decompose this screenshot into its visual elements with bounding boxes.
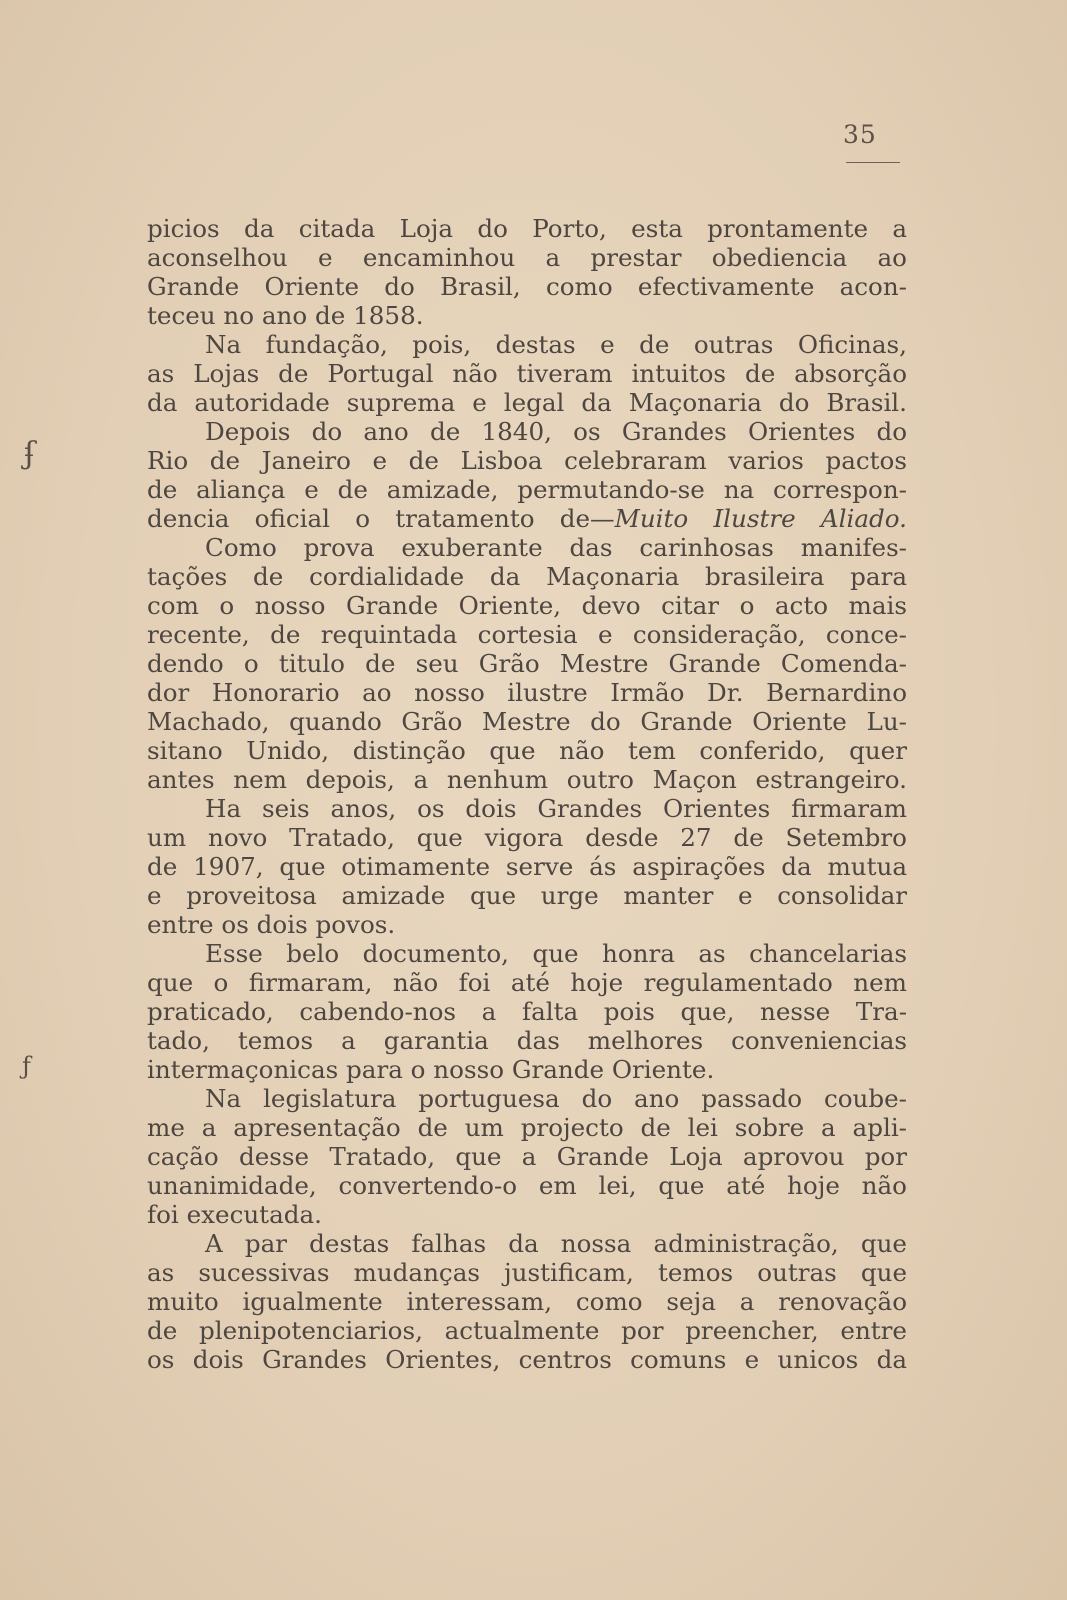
italic-phrase: Muito Ilustre Aliado. — [614, 504, 907, 533]
text-line: cação desse Tratado, que a Grande Loja aprovou por — [147, 1142, 907, 1171]
text-line: dor Honorario ao nosso ilustre Irmão Dr. Bernardino — [147, 678, 907, 707]
text-line: sitano Unido, distinção que não tem conferido, quer — [147, 736, 907, 765]
text-line: Rio de Janeiro e de Lisboa celebraram varios pactos — [147, 446, 907, 475]
text-line: Esse belo documento, que honra as chancelarias — [205, 939, 907, 968]
text-line: picios da citada Loja do Porto, esta prontamente a — [147, 214, 907, 243]
text-line: tado, temos a garantia das melhores conveniencias — [147, 1026, 907, 1055]
text-line: Ha seis anos, os dois Grandes Orientes firmaram — [205, 794, 907, 823]
text-line: que o firmaram, não foi até hoje regulamentado nem — [147, 968, 907, 997]
text-line: e proveitosa amizade que urge manter e consolidar — [147, 881, 907, 910]
header-rule — [846, 162, 900, 163]
text-line: as sucessivas mudanças justificam, temos outras que — [147, 1258, 907, 1287]
text-segment: dencia oficial o tratamento de— — [147, 504, 615, 533]
text-line: praticado, cabendo-nos a falta pois que, nesse Tra- — [147, 997, 907, 1026]
text-line: dendo o titulo de seu Grão Mestre Grande Comenda- — [147, 649, 907, 678]
text-line: Na legislatura portuguesa do ano passado coube- — [205, 1084, 907, 1113]
text-line: Como prova exuberante das carinhosas manifes- — [205, 533, 907, 562]
text-line: entre os dois povos. — [147, 910, 396, 939]
margin-mark: ʄ — [24, 436, 36, 471]
text-line: as Lojas de Portugal não tiveram intuitos de absorção — [147, 359, 907, 388]
text-line: unanimidade, convertendo-o em lei, que até hoje não — [147, 1171, 907, 1200]
page-number: 35 — [843, 120, 877, 149]
text-line: de plenipotenciarios, actualmente por preencher, entre — [147, 1316, 907, 1345]
text-line: Machado, quando Grão Mestre do Grande Oriente Lu- — [147, 707, 907, 736]
text-line: com o nosso Grande Oriente, devo citar o acto mais — [147, 591, 907, 620]
text-line: intermaçonicas para o nosso Grande Oriente. — [147, 1055, 715, 1084]
text-line: Grande Oriente do Brasil, como efectivamente acon- — [147, 272, 907, 301]
body-text — [147, 214, 907, 1374]
text-line: muito igualmente interessam, como seja a renovação — [147, 1287, 907, 1316]
text-line: aconselhou e encaminhou a prestar obediencia ao — [147, 243, 907, 272]
text-line: Na fundação, pois, destas e de outras Oficinas, — [205, 330, 907, 359]
text-line: antes nem depois, a nenhum outro Maçon estrangeiro. — [147, 765, 907, 794]
text-line: de aliança e de amizade, permutando-se na correspon- — [147, 475, 907, 504]
text-line: de 1907, que otimamente serve ás aspirações da mutua — [147, 852, 907, 881]
text-line: da autoridade suprema e legal da Maçonaria do Brasil. — [147, 388, 907, 417]
text-line: A par destas falhas da nossa administração, que — [205, 1229, 907, 1258]
text-line: Depois do ano de 1840, os Grandes Orientes do — [205, 417, 907, 446]
text-line: um novo Tratado, que vigora desde 27 de Setembro — [147, 823, 907, 852]
text-line: os dois Grandes Orientes, centros comuns e unicos da — [147, 1345, 907, 1374]
text-line: tações de cordialidade da Maçonaria brasileira para — [147, 562, 907, 591]
text-line: recente, de requintada cortesia e consideração, conce- — [147, 620, 907, 649]
text-line: me a apresentação de um projecto de lei sobre a apli- — [147, 1113, 907, 1142]
margin-mark: ƒ — [22, 1052, 31, 1080]
text-line: teceu no ano de 1858. — [147, 301, 424, 330]
text-line: foi executada. — [147, 1200, 322, 1229]
text-line — [147, 504, 907, 533]
